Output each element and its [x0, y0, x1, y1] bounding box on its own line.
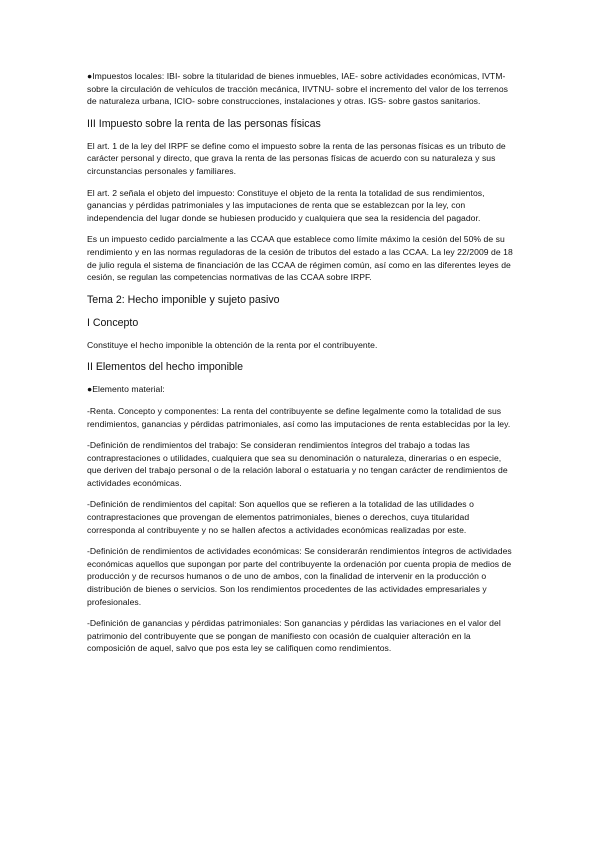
heading-irpf: III Impuesto sobre la renta de las personas físicas — [87, 117, 321, 130]
heading-elementos: II Elementos del hecho imponible — [87, 361, 244, 374]
document-page — [87, 70, 517, 664]
heading-tema-2: Tema 2: Hecho imponible y sujeto pasivo — [87, 293, 280, 306]
paragraph-impuestos-locales: ●Impuestos locales: IBI- sobre la titularidad de bienes inmuebles, IAE- sobre actividades económicas, IVTM- sobre la circulación de vehículos de tracción mecánica, IIVTNU- sobre el incremento del valor de los terrenos de naturaleza urbana, ICIO- sobre construcciones, instalaciones y otras. IGS- sobre gastos sanitarios. — [87, 71, 509, 107]
paragraph-art1: El art. 1 de la ley del IRPF se define como el impuesto sobre la renta de las personas físicas es un tributo de carácter personal y directo, que grava la renta de las personas físicas de acuerdo con su naturaleza y sus circunstancias personales y familiares. — [87, 140, 506, 176]
paragraph-actividades-economicas: -Definición de rendimientos de actividades económicas: Se considerarán rendimientos íntegros de actividades económicas aquellos que supongan por parte del contribuyente la ordenación por cuenta propia de medios de producción y de recursos humanos o de uno de ambos, con la finalidad de intervenir en la producción o distribución de bienes o servicios. Son los rendimientos procedentes de las actividades empresariales y profesionales. — [87, 546, 512, 607]
paragraph-cesion: Es un impuesto cedido parcialmente a las CCAA que establece como límite máximo la cesión del 50% de su rendimiento y en las normas reguladoras de la cesión de tributos del estado a las CCAA. La ley 22/2009 de 18 de julio regula el sistema de financiación de las CCAA de régimen común, así como en las diferentes leyes de cesión, se regulan las competencias normativas de las CCAA sobre IRPF. — [87, 234, 513, 283]
paragraph-ganancias-perdidas: -Definición de ganancias y pérdidas patrimoniales: Son ganancias y pérdidas las variaciones en el valor del patrimonio del contribuyente que se pongan de manifiesto con ocasión de cualquier alteración en la composición de aquel, salvo que pos esta ley se califiquen como rendimientos. — [87, 618, 501, 654]
paragraph-elemento-material: ●Elemento material: — [87, 384, 165, 395]
paragraph-concepto: Constituye el hecho imponible la obtención de la renta por el contribuyente. — [87, 339, 378, 350]
paragraph-rendimientos-capital: -Definición de rendimientos del capital: Son aquellos que se refieren a la totalidad de las utilidades o contraprestaciones que provengan de elementos patrimoniales, bienes o derechos, cuya titularidad corresponda al contribuyente y no se hallen afectos a actividades económicas realizadas por este. — [87, 499, 474, 535]
heading-concepto: I Concepto — [87, 316, 139, 329]
paragraph-rendimientos-trabajo: -Definición de rendimientos del trabajo: Se consideran rendimientos íntegros del trabajo a todas las contraprestaciones o utilidades, cualquiera que sea su denominación o naturaleza, dinerarias o en especie, que deriven del trabajo personal o de la relación laboral o estatuaria y no tengan carácter de rendimientos de actividades económicas. — [87, 440, 508, 488]
paragraph-renta: -Renta. Concepto y componentes: La renta del contribuyente se define legalmente como la totalidad de sus rendimientos, ganancias y pérdidas patrimoniales, así como las imputaciones de renta establecidas por la ley. — [87, 405, 511, 429]
paragraph-art2: El art. 2 señala el objeto del impuesto: Constituye el objeto de la renta la totalidad de sus rendimientos, ganancias y pérdidas patrimoniales y las imputaciones de renta que se establezcan por la ley, con independencia del lugar donde se hubiesen producido y cualquiera que sea la residencia del pagador. — [87, 187, 485, 223]
